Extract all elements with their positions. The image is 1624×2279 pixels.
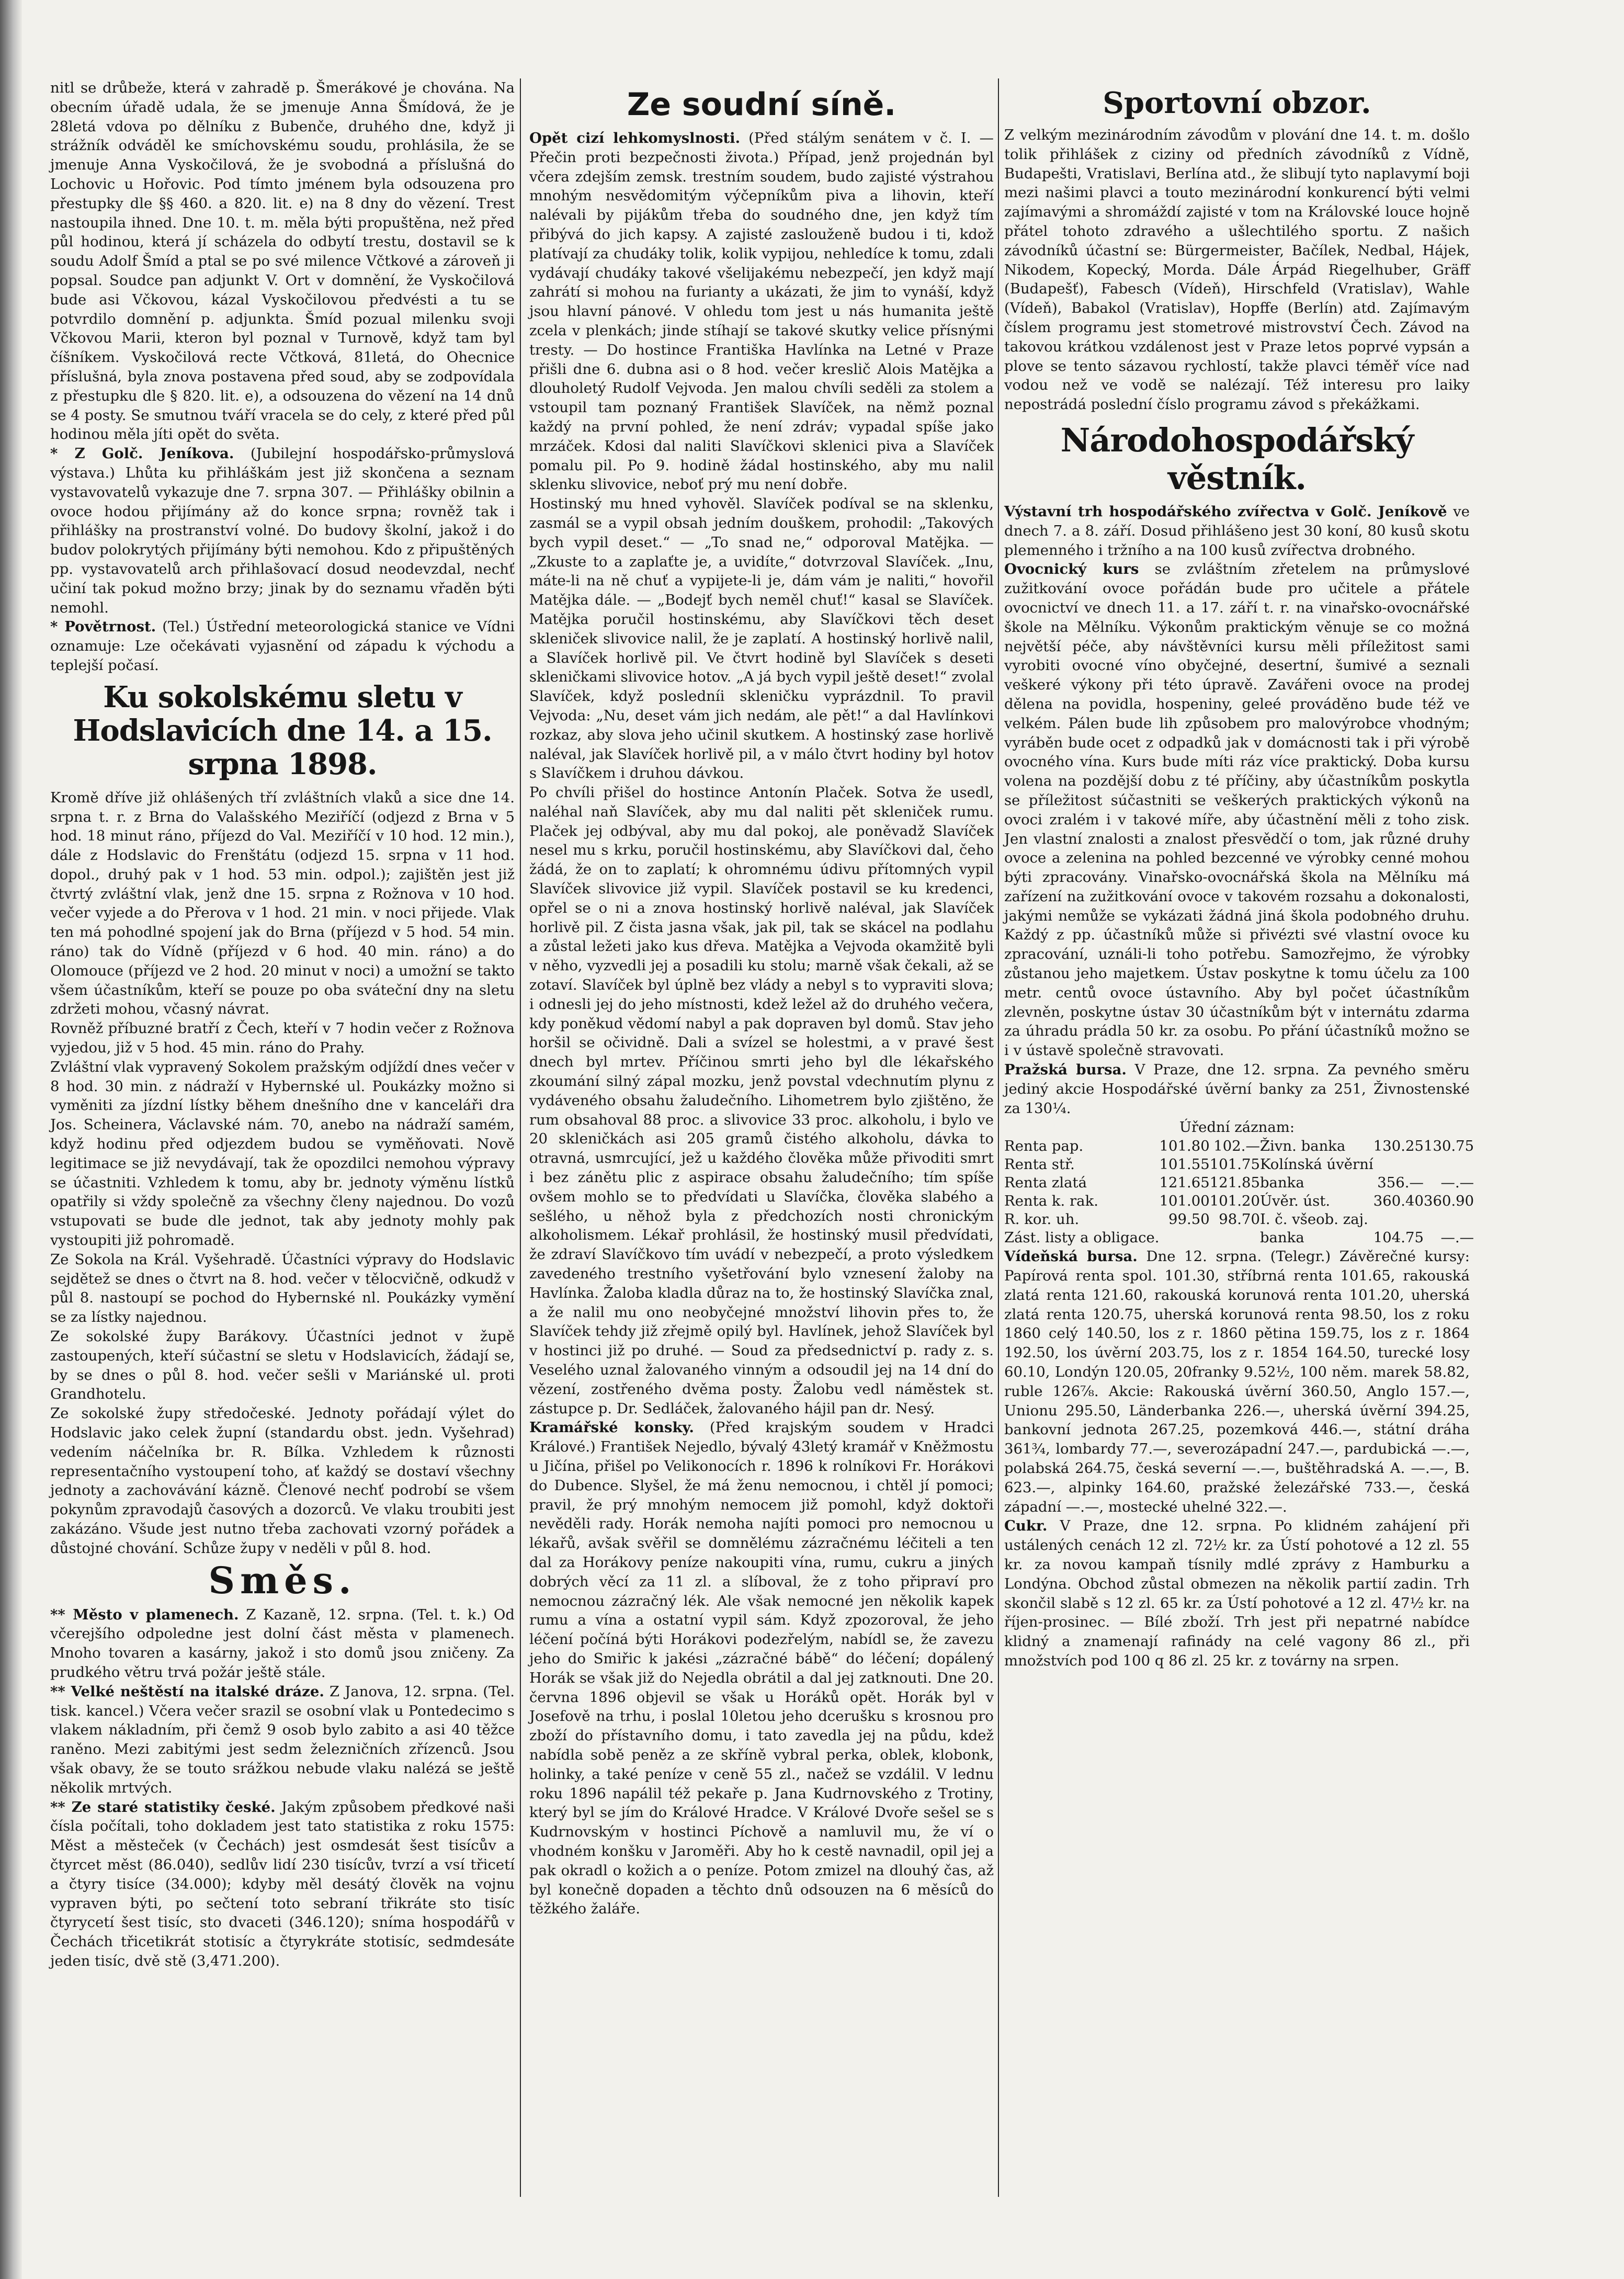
- article-court: Hostinský mu hned vyhověl. Slavíček podíval se na sklenku, zasmál se a vypil obsah jedním douškem, prohodil: „Takových bych vypil deset.“ — „To snad ne,“ odporoval Matějka. — „Zkuste to a zaplaťte je, a uvidíte,“ dotvrzoval Slavíček. „Inu, máte-li na ně chuť a vypijete-li je, dám vám je naliti,“ hovořil Matějka dále. — „Bodejť bych neměl chuť!“ kasal se Slavíček. Matějka poručil hostinskému, aby Slavíčkovi těch deset skleniček slivovice nalil, že je zaplatí. A hostinský horlivě nalil, a Slavíček horlivě pil. Ve čtvrt hodině byl Slavíček s deseti skleničkami slivovice hotov. „A já bych vypil ještě deset!“ zvolal Slavíček, když posledníi skleničku vyprázdnil. To pravil Vejvoda: „Nu, deset vám jich nedám, ale pět!“ a dal Havlínkovi rozkaz, aby slova jeho učinil skutkem. A hostinský zase horlivě naléval, jak Slavíček horlivě pil, a v málo čtvrt hodiny byl hotov s Slavíčkem i druhou dávkou.: [529, 495, 994, 782]
- article-sokol: Ze sokolské župy středočeské. Jednoty pořádají výlet do Hodslavic jako celek župní (standardu obst. jedn. Vyšehrad) vedením náčelníka br. R. Bílka. Vzhledem k různosti representačního vystoupení toho, ať každý se dostaví všechny jednoty a zachovávání kázně. Členové nechť podrobí se všem pokynům zpravodajů časových a dozorců. Ve vlaku troubiti jest zakázáno. Všude jest nutno třeba zachovati vzorný pořádek a důstojné chování. Schůze župy v neděli v půl 8. hod.: [50, 1405, 515, 1557]
- article-court: Po chvíli přišel do hostince Antonín Plaček. Sotva že usedl, naléhal naň Slavíček, aby mu dal naliti pět skleniček rumu. Plaček jej odbýval, aby mu dal pokoj, ale poněvadž Slavíček nesel mu s krku, poručil hostinskému, aby Slavíčkovi dal, čeho žádá, že on to zaplatí; k ohromnému údivu přítomných vypil Slavíček slivovice již vypil. Slavíček postavil se ku kredenci, opřel se o ni a znova hostinský horlivě naléval, jak Slavíček horlivě pil. Z čista jasna však, jak pil, tak se skácel na podlahu a zůstal ležeti jako kus dřeva. Matějka a Vejvoda okamžitě byli v něho, vyzvedli jej a posadili ku stolu; marně však čekali, až se zotaví. Slavíček byl úplně bez vlády a nebyl s to vypraviti slova; i odnesli jej do jeho místnosti, kdež ležel až do druhého večera, kdy poněkud vědomí nabyl a pak dopraven byl domů. Stav jeho horšil se očividně. Dali a svízel se holestmi, a v pravé šest dnech byl mrtev. Příčinou smrti jeho byl dle lékařského zkoumání silný zápal mozku, jenž povstal vdechnutím plynu z vydáveného obsahu žaludečního. Lihometrem bylo zjištěno, že rum obsahoval 88 proc. a slivovice 33 proc. alkoholu, i bylo ve 20 skleničkách asi 205 gramů čistého alkoholu, dávka to otravná, usmrcující, jež u každého člověka může přivoditi smrt i bez zánětu plic z aspirace obsahu žaludečního; tím spíše ovšem mohlo se to předvídati u Slavíčka, člověka slabého a sešlého, u něhož byla z předchozích nosti chronickým alkoholismem. Lékař prohlásil, že hostinský musil předvídati, že zdraví Slavíčkovo tím uvádí v nebezpečí, a proto výsledkem zavedeného trestního vyšetřování bylo vznesení žaloby na Havlínka. Žaloba kladla důraz na to, že hostinský Slavíčka znal, a že nalil mu ono neobyčejné množství lihovin přes to, že Slavíček tehdy již zřejmě opilý byl. Havlínek, jehož Slavíček byl v hostinci již po druhé. — Soud za předsednictví p. rady z. s. Veselého uznal žalovaného vinným a odsoudil jej na 14 dní do vězení, zostřeného dvěma posty. Žalobu vedl náměstek st. zástupce p. Dr. Sedláček, žalovaného hájil pan dr. Nesý.: [529, 784, 994, 1417]
- article-heading: * Z Golč. Jeníkova.: [50, 445, 234, 462]
- table-row: Renta zlatá 121.65 121.85 banka 356.— —.—: [1004, 1174, 1474, 1192]
- article-railway: ** Velké neštěstí na italské dráze. Z Janova, 12. srpna. (Tel. tisk. kancel.) Včera večer srazil se osobní vlak u Pontedecimo s vlakem nákladním, při čemž 9 osob bylo zabito a asi 40 těžce raněno. Mezi zabitými jest sedm železničních zřízenců. Jsou však obavy, že se touto srážkou nebude vlaku nalézá se ještě několik mrtvých.: [50, 1683, 515, 1796]
- article-continuation: nitl se drůbeže, která v zahradě p. Šmerákové je chována. Na obecním úřadě udala, že se jmenuje Anna Šmídová, že je 28letá vdova po dělníku z Bubenče, druhého dne, když ji strážník odváděl ke smíchovskému soudu, prohlásila, že se jmenuje Anna Vyskočilová, že je svobodná a příslušná do Lochovic u Hořovic. Pod tímto jménem byla odsouzena pro přestupky dle §§ 460. a 820. lit. e) na 8 dny do vězení. Trest nastoupila ihned. Dne 10. t. m. měla býti propuštěna, než před půl hodinou, která jí scházela do odbytí trestu, dostavil se k soudu Adolf Šmíd a ptal se po své milence Včtkové a zároveň ji popsal. Soudce pan adjunkt V. Ort v domnění, že Vyskočilová bude asi Včkovou, kázal Vyskočilovou předvésti a tu se potvrdilo domnění p. adjunkta. Šmíd pozual milenku svoji Včkovou Marii, kteron byl poznal v Turnově, když tam byl číšníkem. Vyskočilová recte Včtková, 81letá, do Ohecnice příslušná, byla znova postavena před soud, aby se zodpovídala z přestupku dle § 820. lit. e), a odsouzena do vězení na 14 dnů se 4 posty. Se smutnou tváří vracela se do cely, z které před půl hodinou měla jíti opět do světa.: [50, 80, 515, 443]
- column-right: [1004, 78, 1474, 1671]
- page-binding-edge: [0, 0, 22, 2279]
- section-heading-soudni-sine: Ze soudní síně.: [627, 86, 896, 123]
- column-rule: [520, 78, 521, 2197]
- article-ovocnicky: Ovocnický kurs se zvláštním zřetelem na průmyslové zužitkování ovoce pořádán bude pro učitele a přátele ovocnictví ve dnech 11. a 17. září t. r. na vinařsko-ovocnářské škole na Mělníku. Výkonům praktickým věnuje se co možná největší péče, aby návštěvníci kursu měli příležitost sami vyrobiti ovocné víno obyčejné, desertní, šumivé a seznali veškeré výkony při této úpravě. Zavářeni ovoce na prodej dělena na povidla, hospeniny, geleé prováděno bude též ve velkém. Pálen bude lih způsobem pro malovýrobce vhodným; vyráběn bude ocet z odpadků jak v domácnosti tak i při výrobě ovocného vína. Kurs bude míti ráz více praktický. Doba kursu volena na pozdější dobu z té příčiny, aby účastníkům poskytla se příležitost súčastniti se veškerých praktických výkonů na ovoci zralém i v takové míře, aby účastnění měli z toho zisk. Jen vlastní znalosti a znalost přesvědčí o tom, jak různé druhy ovoce a zelenina na pohled bezcenné ve výrobky cenné mohou býti zpracovány. Vinařsko-ovocnářská škola na Mělníku má zařízení na zužitkování ovoce v takovém rozsahu a dokonalosti, jakými nemůže se vykázati žádná jiná škola podobného druhu. Každý z pp. účastníků může si přivézti své vlastní ovoce ku zpracování, uználi-li toho potřebu. Samozřejmo, že výrobky zůstanou jeho majetkem. Ústav poskytne k tomu účelu za 100 metr. centů ovoce ústavního. Aby byl počet účastníkům zlevněn, poskytne ústav 30 účastníkům být v internátu zdarma za úhradu prádla 50 kr. za osobu. Po přání účastníků možno se i v ústavě společně stravovati.: [1004, 561, 1470, 1059]
- article-jenikov: * Z Golč. Jeníkova. (Jubilejní hospodářsko-průmyslová výstava.) Lhůta ku přihláškám jest již skončena a seznam vystavovatelů vykazuje dne 7. srpna 307. — Přihlášky obilnin a ovoce hodou přijímány až do konce srpna; rovněž tak i přihlášky na prostranství volné. Do budovy školní, jakož i do budov polokrytých přijímány býti nemohou. Kdo z připuštěných pp. vystavovatelů arch přihlašovací dosud neodevzdal, nechť učiní tak pokud možno brzy; jinak by do seznamu vřaděn býti nemohl.: [50, 445, 515, 616]
- article-heading: * Povětrnost.: [50, 618, 156, 636]
- table-row: Zást. listy a obligace. banka 104.75 —.—: [1004, 1229, 1474, 1246]
- article-trh: Výstavní trh hospodářského zvířectva v Golč. Jeníkově ve dnech 7. a 8. září. Dosud přihlášeno jest 30 koní, 80 kusů skotu plemenného i tržního a na 100 kusů zvířectva drobného.: [1004, 503, 1470, 559]
- article-weather: * Povětrnost. (Tel.) Ústřední meteorologická stanice ve Vídni oznamuje: Lze očekávati vyjasnění od západu k východu a teplejší počasí.: [50, 618, 515, 674]
- column-middle: [529, 78, 994, 1919]
- article-statistics: ** Ze staré statistiky české. Jakým způsobem předkové naši čísla počítali, toho dokladem jest tato statistika z roku 1575: Měst a městeček (v Čechách) jest osmdesát šest tisícův a čtyrcet měst (86.040), sedlův lidí 230 tisícův, tvrzí a vsí třicetí a čtyry tisíce (34.000); kdyby měl desátý člověk na vojnu vypraven býti, po sečtení toto sebraní třikráte sto tisíc čtyrycetí šest tisíc, sto dvaceti (346.120); sníma hospodářů v Čechách třicetikrát stotisíc a čtyrykráte stotisíc, sedmdesáte jeden tisíc, dvě stě (3,471.200).: [50, 1798, 515, 1969]
- table-heading: Úřední záznam:: [1179, 1119, 1295, 1136]
- article-sokol: Zvláštní vlak vypravený Sokolem pražským odjíždí dnes večer v 8 hod. 30 min. z nádraží v Hybernské ul. Poukázky možno si vyměniti za jízdní lístky během dnešního dne v kanceláři dra Jos. Scheinera, Václavské nám. 70, anebo na nádraží samém, když hodinu před odjezdem budou se vyměňovati. Nově legitimace se již nevydávají, tak že opozdilci nemohou výpravy se účastniti. Vzhledem k tomu, aby br. jednoty výměnu lístků opatřily si vždy společně za všechny členy najednou. Do vozů vstupovati se bude dle jednot, tak aby jednoty mohly pak vystoupiti již pohromadě.: [50, 1058, 515, 1249]
- article-sokol: Ze sokolské župy Barákovy. Účastníci jednot v župě zastoupených, kteří súčastní se sletu v Hodslavicích, žádají se, by se dnes o půl 8. hod. večer sešli v Mariánské ul. proti Grandhotelu.: [50, 1328, 515, 1403]
- column-left: [50, 78, 515, 1971]
- article-fire: ** Město v plamenech. Z Kazaně, 12. srpna. (Tel. t. k.) Od včerejšího odpoledne jest dolní část města v plamenech. Mnoho tovaren a kasárny, jakož i sto domů jsou zničeny. Za prudkého větru trvá požár ještě stále.: [50, 1606, 515, 1681]
- section-heading-sokol: Ku sokolskému sletu v Hodslavicích dne 14. a 15. srpna 1898.: [73, 679, 492, 781]
- article-court: Opět cizí lehkomyslnosti. (Před stálým senátem v č. I. — Přečin proti bezpečnosti života.) Případ, jenž projednán byl včera zdejším zemsk. trestním soudem, budo zajisté výstrahou mnohým nesvědomitým výčepníkům piva a lihovin, kteří nalévali by pijákům třeba do soudného dne, jen když tím přibývá do jich kapsy. A zajisté zaslouženě budou i ti, kdož platívají za chudáky tolik, kolik vypijou, nehledíce k tomu, zdali vydávají chudáky takové všelijakému nebezpečí, jen když mají zahrátí si mohou na furianty a ukázati, že jim to vynáší, když jsou hlavní pánové. V ohledu tom jest u nás humanita ještě zcela v plenkách; jinde stíhají se takové skutky velice přísnými tresty. — Do hostince Františka Havlínka na Letné v Praze přišli dne 6. dubna asi o 8 hod. večer kreslič Alois Matějka a dlouholetý Rudolf Vejvoda. Jen malou chvíli seděli za stolem a vstoupil tam poznaný František Slavíček, na němž poznal každý na první pohled, že není zdráv; vypadal spíše jako mrzáček. Kdosi dal naliti Slavíčkovi sklenici piva a Slavíček pomalu pil. Po 9. hodině žádal hostinského, aby mu nalil sklenku slivovice, neboť prý mu není dobře.: [529, 130, 994, 493]
- section-heading-narodohospodarsky: Národohospodářský věstník.: [1060, 421, 1414, 497]
- quotes-table: [1004, 1137, 1474, 1247]
- article-prazska-bursa: Pražská bursa. V Praze, dne 12. srpna. Za pevného směru jediný akcie Hospodářské úvěrní banky za 251, Živnostenské za 130¼.: [1004, 1061, 1470, 1117]
- section-heading-smes: Směs.: [208, 1558, 357, 1602]
- article-kramarske: Kramářské konsky. (Před krajským soudem v Hradci Králové.) František Nejedlo, bývalý 43letý kramář v Kněžmostu u Jičína, přišel po Velikonocích r. 1896 k rolníkovi Fr. Horákovi do Dubence. Slyšel, že má ženu nemocnou, i chtěl jí pomoci; pravil, že prý mnohým nemocem již pomohl, když doktoři nevěděli rady. Horák nemoha najíti pomoci pro nemocnou u lékařů, avšak svěřil se domnělému zázračnému léčiteli a ten dal za Horákovy peníze nakoupiti vína, rumu, cukru a jiných dobrých věcí za 11 zl. a slíboval, že z toho připraví pro nemocnou zázračný lék. Ale však nemocné jen několik kapek rumu a vína a ostatní vypil sám. Když zpozoroval, že jeho léčení počíná býti Horákovi podezřelým, nabídl se, že zavezu jeho do Smiřic k jakési „zázračné bábě“ do léčení; dopálený Horák se však již do Nejedla obrátil a dal jej zatknouti. Dne 20. června 1896 objevil se však u Horáků opět. Horák byl v Josefově na trhu, i poslal 10letou jeho dcerušku s krosnou pro zboží do přístavního domu, i tato zavedla jej na půdu, kdež nabídla sobě peněz a ze skříně vybral perka, oblek, klobonk, holinky, a také peníze v ceně 55 zl., načež se vzdálil. V lednu roku 1896 napálil též pekaře p. Jana Kudrnovského z Trotiny, který byl se jím do Králové Hradce. V Králové Dvoře sešel se s Kudrnovským v hostinci Píchově a namluvil mu, že ví o vhodném konšku v Jaroměři. Aby ho k cestě navnadil, opil jej a pak okradl o kožich a o peníze. Potom zmizel na dlouhý čas, až byl konečně dopaden a těchto dnů odsouzen na 6 měsíců do těžkého žaláře.: [529, 1419, 994, 1918]
- article-sokol: Kromě dříve již ohlášených tří zvláštních vlaků a sice dne 14. srpna t. r. z Brna do Valašského Meziříčí (odjezd z Brna v 5 hod. 18 minut ráno, příjezd do Val. Meziříčí v 10 hod. 12 min.), dále z Hodslavic do Frenštátu (odjezd 15. srpna v 11 hod. dopol., druhý pak v 1 hod. 53 min. odpol.); zajištěn jest již čtvrtý zvláštní vlak, jenž dne 15. srpna z Rožnova v 10 hod. večer vyjede a do Přerova v 1 hod. 21 min. v noci přijede. Vlak ten má pohodlné spojení jak do Brna (příjezd v 5 hod. 54 min. ráno) tak do Vídně (příjezd v 6 hod. 40 min. ráno) a do Olomouce (příjezd ve 2 hod. 20 minut v noci) a umožní se takto všem účastníkům, kteří se pouze po oba sváteční dny na sletu zdržeti mohou, včasný návrat.: [50, 789, 515, 1018]
- table-row: R. kor. uh. 99.50 98.70 I. č. všeob. zaj.: [1004, 1211, 1368, 1228]
- article-videnska-bursa: Vídeňská bursa. Dne 12. srpna. (Telegr.) Závěrečné kursy: Papírová renta spol. 101.30, stříbrná renta 101.65, rakouská zlatá renta 121.60, rakouská korunová renta 101.20, uherská zlatá renta 120.75, uherská korunová renta 98.50, los z roku 1860 celý 140.50, los z r. 1860 pětina 159.75, los z r. 1864 192.50, los úvěrní 203.75, los z r. 1854 164.50, turecké losy 60.10, Londýn 120.05, 20franky 9.52½, 100 něm. marek 58.82, ruble 126⅞. Akcie: Rakouská úvěrní 360.50, Anglo 157.—, Unionu 295.50, Länderbanka 226.—, uherská úvěrní 394.25, bankovní jednota 267.25, pozemková 446.—, státní dráha 361¾, lombardy 77.—, severozápadní 247.—, pardubická —.—, polabská 264.75, česká severní —.—, buštěhradská A. —.—, B. 623.—, alpinky 164.60, pražské železářské 733.—, česká západní —.—, mostecké uhelné 322.—.: [1004, 1248, 1470, 1515]
- table-row: Renta pap. 101.80 102.— Živn. banka 130.25 130.75: [1004, 1138, 1474, 1155]
- section-heading-sport: Sportovní obzor.: [1103, 86, 1371, 120]
- article-sokol: Ze Sokola na Král. Vyšehradě. Účastníci výpravy do Hodslavic sejdětež se dnes o čtvrt na 8. hod. večer v tělocvičně, odkudž v půl 8. nastoupí se pochod do Hybernské nl. Poukázky vymění se za lístky najednou.: [50, 1251, 515, 1326]
- table-row: Renta stř. 101.55 101.75 Kolínská úvěrní: [1004, 1156, 1373, 1173]
- article-sport: Z velkým mezinárodním závodům v plování dne 14. t. m. došlo tolik přihlášek z ciziny od předních závodníků z Vídně, Budapešti, Vratislavi, Berlína atd., že slibují tyto naplavymí boji mezi našimi plavci a touto mezinárodní konkurencí býti velmi zajímavými a shromáždí zajisté v tom na Královské louce hojně přátel tohoto zdravého a ušlechtilého sportu. Z našich závodníků účastní se: Bürgermeister, Bačílek, Nedbal, Hájek, Nikodem, Kopecký, Morda. Dále Árpád Riegelhuber, Gräff (Budapešť), Fabesch (Vídeň), Hirschfeld (Vratislav), Wahle (Vídeň), Babakol (Vratislav), Hopffe (Berlín) atd. Zajímavým číslem programu jest stometrové mistrovství Čech. Závod na takovou krátkou vzdálenost jest v Praze letos poprvé vypsán a plove se tento sázavou rychlostí, takže plavci téměř více nad vodou než ve vodě se nalézají. Též interesu pro laiky nepostrádá poslední číslo programu závod s překážkami.: [1004, 127, 1470, 413]
- article-cukr: Cukr. V Praze, dne 12. srpna. Po klidném zahájení při ustálených cenách 12 zl. 72½ kr. za Ústí pohotové a 12 zl. 55 kr. za novou kampaň tísnily mdlé zprávy z Hamburku a Londýna. Obchod zůstal obmezen na několik partií zadin. Trh skončil slabě s 12 zl. 65 kr. za Ústí pohotové a 12 zl. 47½ kr. na říjen-prosinec. — Bílé zboží. Trh jest při nepatrné nabídce klidný a znamenají rafinády na celé vagony 86 zl., při množstvích pod 100 q 86 zl. 25 kr. z továrny na srpen.: [1004, 1517, 1470, 1669]
- article-sokol: Rovněž příbuzné bratří z Čech, kteří v 7 hodin večer z Rožnova vyjedou, již v 5 hod. 45 min. ráno do Prahy.: [50, 1020, 515, 1057]
- table-row: Renta k. rak. 101.00 101.20 Úvěr. úst. 360.40 360.90: [1004, 1193, 1474, 1210]
- column-rule: [998, 78, 999, 2197]
